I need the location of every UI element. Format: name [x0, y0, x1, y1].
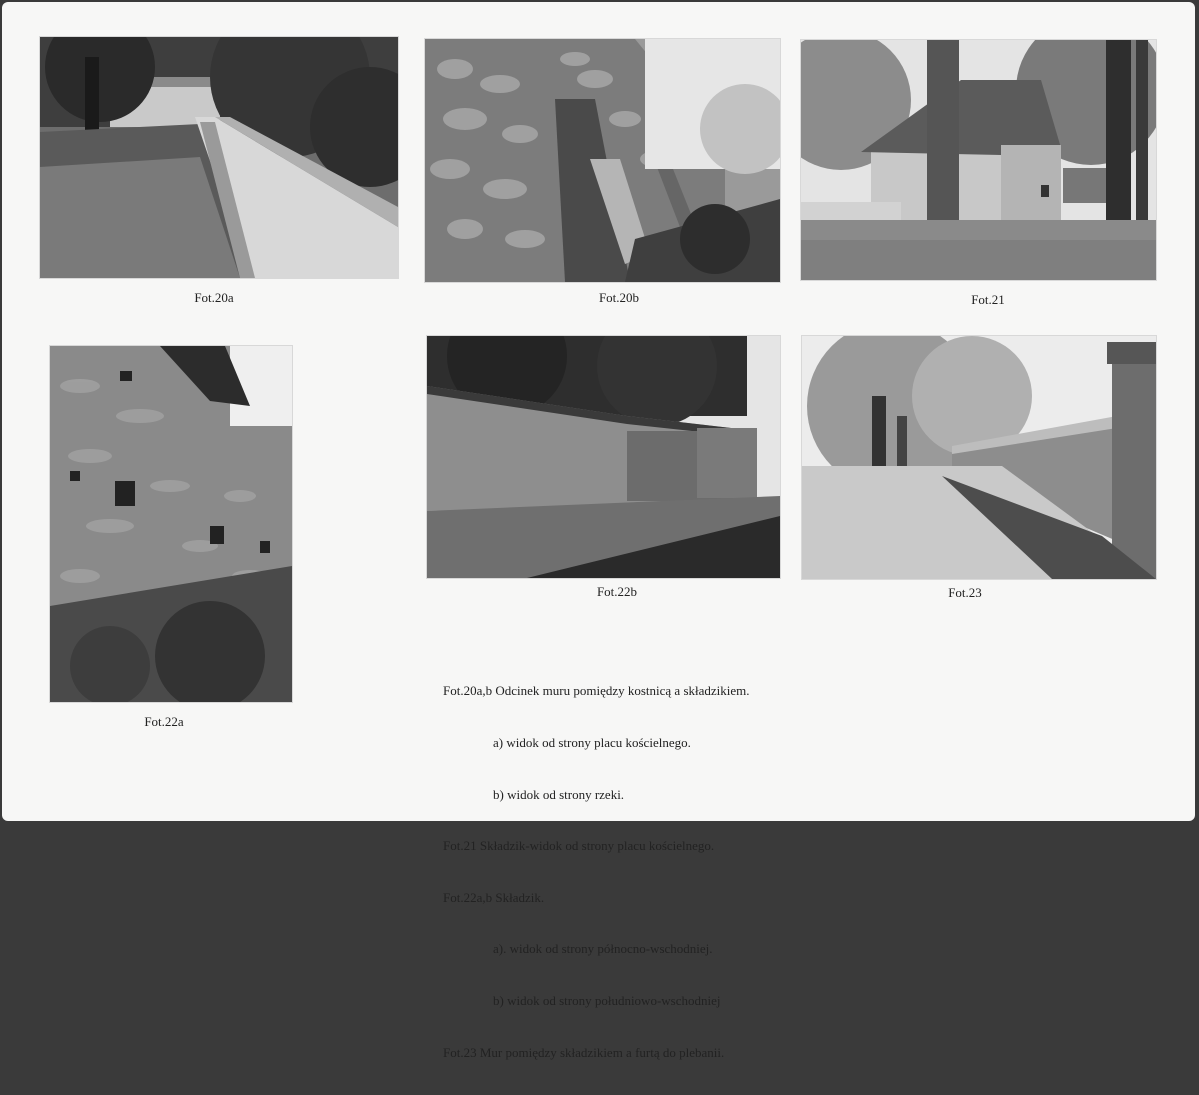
- description-line: a) widok od strony placu kościelnego.: [493, 735, 691, 751]
- document-sheet: [2, 2, 1195, 1060]
- caption-fot22b: Fot.22b: [596, 584, 638, 599]
- description-line: a). widok od strony północno-wschodniej.: [493, 941, 713, 957]
- description-line: b) widok od strony południowo-wschodniej: [493, 993, 721, 1009]
- description-line: Fot.22a,b Składzik.: [443, 889, 545, 905]
- caption-fot21: Fot.21: [971, 292, 1005, 307]
- caption-fot22a: Fot.22a: [144, 714, 184, 729]
- photo-21: [801, 40, 1156, 280]
- photo-22a: [50, 346, 292, 702]
- caption-fot20b: Fot.20b: [598, 290, 640, 305]
- photo-20a: [40, 37, 398, 278]
- photo-20b: [425, 39, 780, 282]
- description-block: [443, 648, 750, 1095]
- description-line: Fot.20a,b Odcinek muru pomiędzy kostnicą a składzikiem.: [443, 683, 750, 699]
- caption-fot23: Fot.23: [948, 585, 982, 600]
- caption-fot20a: Fot.20a: [194, 290, 234, 305]
- photo-23: [802, 336, 1156, 579]
- photo-22b: [427, 336, 780, 578]
- description-line: b) widok od strony rzeki.: [493, 786, 625, 802]
- description-line: Fot.23 Mur pomiędzy składzikiem a furtą do plebanii.: [443, 1044, 725, 1060]
- description-line: Fot.21 Składzik-widok od strony placu kościelnego.: [443, 838, 715, 854]
